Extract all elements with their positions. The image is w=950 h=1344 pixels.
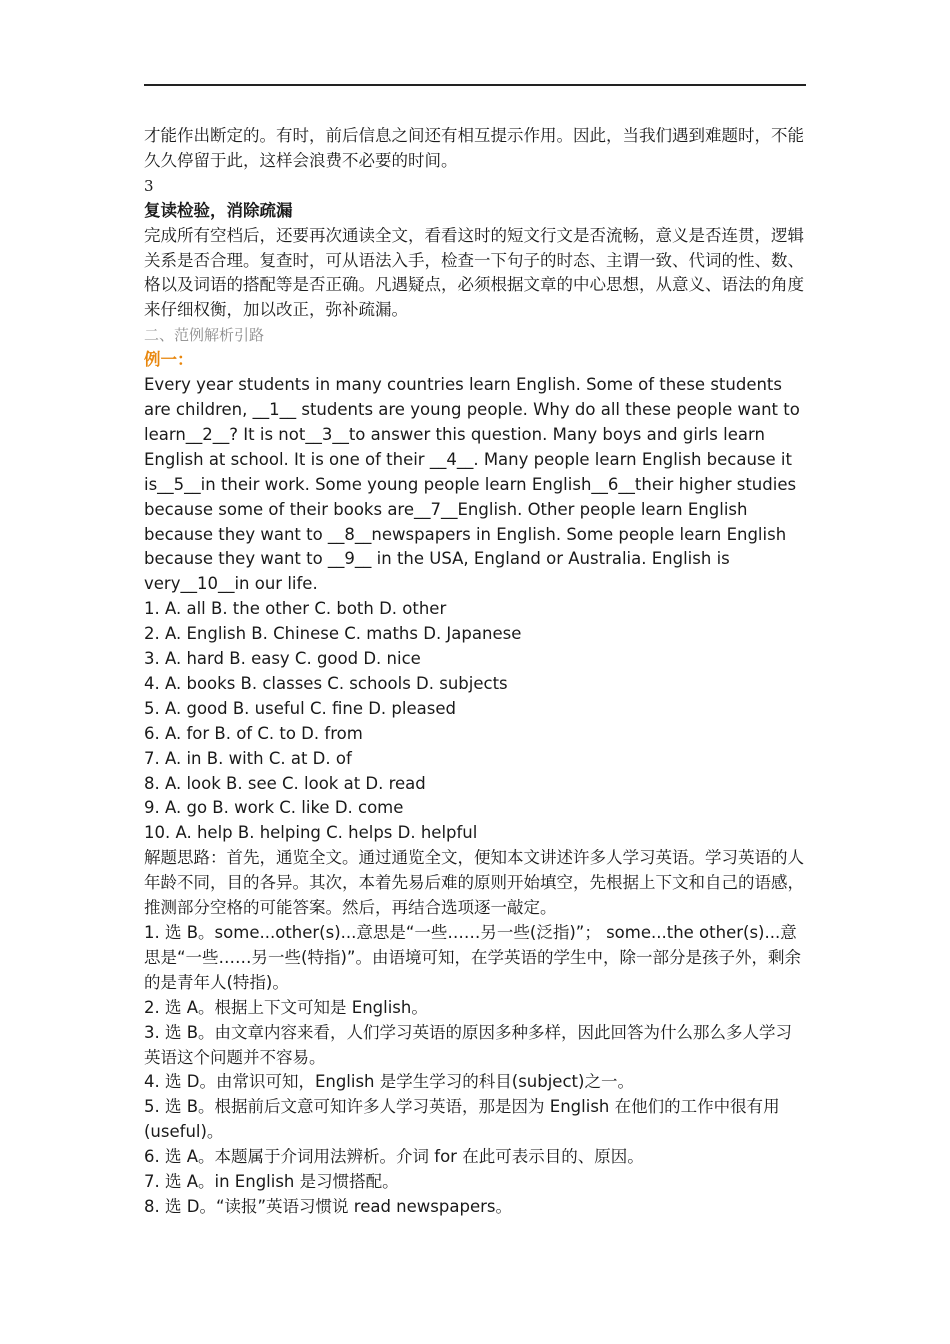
step-title: 复读检验，消除疏漏 bbox=[144, 200, 293, 220]
answer-item: 1. 选 B。some...other(s)...意思是“一些……另一些(泛指)”； some...the other(s)...意思是“一些……另一些(特指)”。由语境可知，在学英语的学生中，除一部分是孩子外，剩余的是青年人(特指)。 bbox=[144, 923, 801, 992]
intro-paragraph: 才能作出断定的。有时，前后信息之间还有相互提示作用。因此，当我们遇到难题时，不能久久停留于此，这样会浪费不必要的时间。 bbox=[144, 126, 804, 170]
option-line: 1. A. all B. the other C. both D. other bbox=[144, 599, 447, 619]
analysis-paragraph: 解题思路：首先，通览全文。通过通览全文，便知本文讲述许多人学习英语。学习英语的人年龄不同，目的各异。其次，本着先易后难的原则开始填空，先根据上下文和自己的语感，推测部分空格的可能答案。然后，再结合选项逐一敲定。 bbox=[144, 848, 804, 918]
answer-item: 5. 选 B。根据前后文意可知许多人学习英语，那是因为 English 在他们的工作中很有用(useful)。 bbox=[144, 1097, 780, 1142]
answer-item: 4. 选 D。由常识可知，English 是学生学习的科目(subject)之一。 bbox=[144, 1072, 634, 1092]
option-line: 8. A. look B. see C. look at D. read bbox=[144, 773, 426, 793]
answer-item: 3. 选 B。由文章内容来看，人们学习英语的原因多种多样，因此回答为什么那么多人学习英语这个问题并不容易。 bbox=[144, 1022, 793, 1067]
answer-item: 8. 选 D。“读报”英语习惯说 read newspapers。 bbox=[144, 1196, 512, 1216]
answer-item: 7. 选 A。in English 是习惯搭配。 bbox=[144, 1172, 399, 1192]
option-line: 3. A. hard B. easy C. good D. nice bbox=[144, 649, 421, 669]
step-number: 3 bbox=[144, 176, 154, 195]
answer-item: 6. 选 A。本题属于介词用法辨析。介词 for 在此可表示目的、原因。 bbox=[144, 1147, 644, 1167]
option-line: 6. A. for B. of C. to D. from bbox=[144, 723, 363, 743]
passage: Every year students in many countries learn English. Some of these students are children, __1__ students are young people. Why do all these people want to learn__2__? It is not__3__to answer this question. Many boys and girls learn English at school. It is one of their __4__. Many people learn English because it is__5__in their work. Some young people learn English__6__their higher studies because some of their books are__7__English. Other people learn English because they want to __8__newspapers in English. Some people learn English because they want to __9__ in the USA, England or Australia. English is very__10__in our life. bbox=[144, 375, 800, 594]
step-paragraph: 完成所有空档后，还要再次通读全文，看看这时的短文行文是否流畅，意义是否连贯，逻辑关系是否合理。复查时，可从语法入手，检查一下句子的时态、主谓一致、代词的性、数、格以及词语的搭配等是否正确。凡遇疑点，必须根据文章的中心思想，从意义、语法的角度来仔细权衡，加以改正，弥补疏漏。 bbox=[144, 225, 804, 320]
option-line: 9. A. go B. work C. like D. come bbox=[144, 798, 404, 818]
answer-item: 2. 选 A。根据上下文可知是 English。 bbox=[144, 997, 428, 1017]
section-heading: 二、范例解析引路 bbox=[144, 326, 265, 345]
document-body bbox=[144, 124, 808, 1220]
option-line: 4. A. books B. classes C. schools D. subjects bbox=[144, 673, 508, 693]
option-line: 10. A. help B. helping C. helps D. helpful bbox=[144, 823, 478, 843]
header-rule bbox=[144, 84, 806, 86]
option-line: 5. A. good B. useful C. fine D. pleased bbox=[144, 698, 456, 718]
option-line: 7. A. in B. with C. at D. of bbox=[144, 748, 352, 768]
option-line: 2. A. English B. Chinese C. maths D. Japanese bbox=[144, 624, 522, 644]
example-label: 例一： bbox=[144, 350, 194, 370]
